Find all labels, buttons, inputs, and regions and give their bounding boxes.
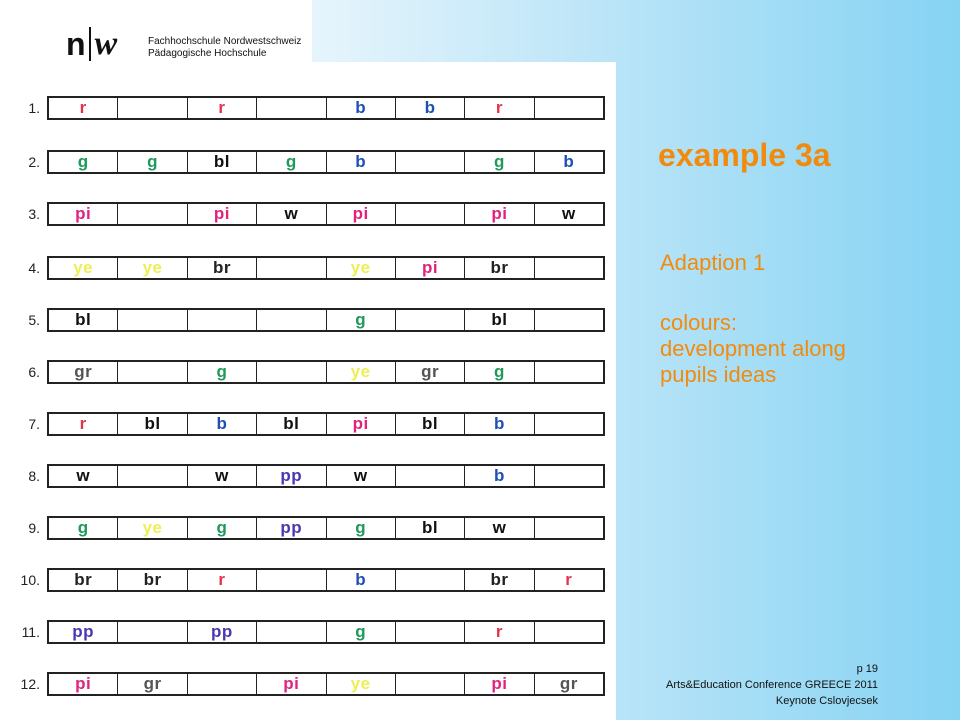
- colour-cell: pi: [396, 258, 465, 278]
- colour-cell: g: [257, 152, 326, 172]
- colour-cell: b: [327, 98, 396, 118]
- row-cells: [47, 308, 605, 332]
- colour-cell: [396, 674, 465, 694]
- colour-cell: bl: [49, 310, 118, 330]
- colour-cell: [535, 362, 603, 382]
- colour-cell: [118, 466, 187, 486]
- worksheet-row: [0, 620, 616, 650]
- colour-cell: [396, 570, 465, 590]
- colour-cell: r: [49, 98, 118, 118]
- colour-cell: br: [188, 258, 257, 278]
- colour-cell: bl: [396, 414, 465, 434]
- row-number: 2.: [28, 154, 40, 170]
- worksheet-row: [0, 672, 616, 702]
- row-number: 5.: [28, 312, 40, 328]
- header: [0, 0, 312, 62]
- colour-cell: [396, 466, 465, 486]
- colour-cell: [535, 622, 603, 642]
- colour-cell: [535, 258, 603, 278]
- colour-cell: [396, 204, 465, 224]
- colour-cell: pp: [257, 518, 326, 538]
- page-number: p 19: [856, 663, 878, 675]
- colour-cell: pp: [49, 622, 118, 642]
- colour-cell: g: [465, 362, 534, 382]
- row-cells: [47, 412, 605, 436]
- colour-cell: b: [188, 414, 257, 434]
- row-number: 12.: [20, 676, 40, 692]
- colour-cell: gr: [49, 362, 118, 382]
- colour-cell: r: [465, 622, 534, 642]
- conference-name: Arts&Education Conference GREECE 2011: [666, 679, 878, 691]
- colour-cell: g: [118, 152, 187, 172]
- colour-cell: [118, 362, 187, 382]
- colour-cell: r: [49, 414, 118, 434]
- row-number: 8.: [28, 468, 40, 484]
- colour-cell: b: [327, 152, 396, 172]
- colour-cell: [535, 518, 603, 538]
- colour-cell: bl: [118, 414, 187, 434]
- description-line-2: development along: [660, 336, 846, 361]
- colour-cell: ye: [327, 674, 396, 694]
- colour-cell: pp: [188, 622, 257, 642]
- row-cells: [47, 360, 605, 384]
- logo-separator: [89, 27, 91, 61]
- colour-cell: w: [465, 518, 534, 538]
- colour-cell: [396, 152, 465, 172]
- row-cells: [47, 256, 605, 280]
- school-name: [148, 36, 301, 60]
- colour-cell: pi: [465, 204, 534, 224]
- colour-cell: pi: [49, 204, 118, 224]
- colour-cell: [535, 466, 603, 486]
- colour-cell: gr: [396, 362, 465, 382]
- colour-cell: bl: [465, 310, 534, 330]
- row-cells: [47, 516, 605, 540]
- school-line-1: Fachhochschule Nordwestschweiz: [148, 36, 302, 47]
- colour-cell: br: [118, 570, 187, 590]
- worksheet-row: [0, 202, 616, 232]
- description-line-1: colours:: [660, 310, 738, 335]
- row-number: 1.: [28, 100, 40, 116]
- colour-cell: g: [327, 622, 396, 642]
- logo-n: n: [66, 25, 85, 62]
- worksheet-row: [0, 96, 616, 126]
- colour-cell: bl: [257, 414, 326, 434]
- colour-cell: [188, 674, 257, 694]
- colour-worksheet: [0, 62, 616, 720]
- colour-cell: [257, 310, 326, 330]
- colour-cell: pp: [257, 466, 326, 486]
- colour-cell: bl: [188, 152, 257, 172]
- colour-cell: g: [327, 310, 396, 330]
- colour-cell: ye: [118, 258, 187, 278]
- colour-cell: [257, 258, 326, 278]
- school-line-2: Pädagogische Hochschule: [148, 48, 267, 59]
- slide-title: example 3a: [658, 137, 831, 173]
- colour-cell: pi: [327, 204, 396, 224]
- colour-cell: w: [327, 466, 396, 486]
- footer: [666, 661, 878, 709]
- row-cells: [47, 464, 605, 488]
- row-cells: [47, 568, 605, 592]
- colour-cell: [257, 622, 326, 642]
- worksheet-row: [0, 568, 616, 598]
- colour-cell: gr: [118, 674, 187, 694]
- row-number: 4.: [28, 260, 40, 276]
- worksheet-row: [0, 412, 616, 442]
- row-cells: [47, 620, 605, 644]
- colour-cell: [396, 310, 465, 330]
- worksheet-row: [0, 150, 616, 180]
- colour-cell: gr: [559, 674, 578, 693]
- colour-cell: g: [188, 518, 257, 538]
- colour-cell: ye: [327, 258, 396, 278]
- colour-cell: pi: [49, 674, 118, 694]
- colour-cell: [396, 622, 465, 642]
- row-number: 11.: [21, 624, 40, 640]
- colour-cell: [118, 310, 187, 330]
- colour-cell: g: [465, 152, 534, 172]
- colour-cell: pi: [465, 674, 534, 694]
- colour-cell: [257, 98, 326, 118]
- colour-cell: b: [563, 152, 575, 171]
- colour-cell: w: [257, 204, 326, 224]
- worksheet-row: [0, 464, 616, 494]
- colour-cell: b: [396, 98, 465, 118]
- colour-cell: pi: [188, 204, 257, 224]
- row-number: 7.: [28, 416, 40, 432]
- row-cells: [47, 150, 605, 174]
- slide-subtitle: Adaption 1: [660, 250, 766, 275]
- worksheet-row: [0, 256, 616, 286]
- colour-cell: br: [465, 258, 534, 278]
- row-number: 9.: [28, 520, 40, 536]
- fhnw-logo: [66, 26, 117, 62]
- colour-cell: b: [327, 570, 396, 590]
- colour-cell: pi: [257, 674, 326, 694]
- colour-cell: w: [188, 466, 257, 486]
- colour-cell: g: [49, 152, 118, 172]
- colour-cell: [535, 98, 603, 118]
- worksheet-row: [0, 516, 616, 546]
- colour-cell: [535, 414, 603, 434]
- colour-cell: b: [465, 414, 534, 434]
- row-cells: [47, 202, 605, 226]
- colour-cell: [118, 98, 187, 118]
- colour-cell: b: [465, 466, 534, 486]
- colour-cell: r: [565, 570, 573, 589]
- colour-cell: [257, 362, 326, 382]
- colour-cell: ye: [327, 362, 396, 382]
- worksheet-row: [0, 360, 616, 390]
- row-number: 6.: [28, 364, 40, 380]
- colour-cell: g: [188, 362, 257, 382]
- colour-cell: ye: [49, 258, 118, 278]
- colour-cell: r: [188, 570, 257, 590]
- colour-cell: g: [49, 518, 118, 538]
- colour-cell: [257, 570, 326, 590]
- colour-cell: br: [465, 570, 534, 590]
- colour-cell: pi: [327, 414, 396, 434]
- colour-cell: r: [188, 98, 257, 118]
- colour-cell: w: [561, 204, 576, 223]
- colour-cell: [118, 204, 187, 224]
- colour-cell: [535, 310, 603, 330]
- colour-cell: r: [465, 98, 534, 118]
- colour-cell: [188, 310, 257, 330]
- row-cells: [47, 96, 605, 120]
- description-line-3: pupils ideas: [660, 362, 777, 387]
- colour-cell: [118, 622, 187, 642]
- colour-cell: ye: [118, 518, 187, 538]
- colour-cell: w: [49, 466, 118, 486]
- colour-cell: bl: [396, 518, 465, 538]
- colour-cell: br: [49, 570, 118, 590]
- slide-description: [660, 310, 920, 388]
- row-number: 3.: [28, 206, 40, 222]
- row-number: 10.: [20, 572, 40, 588]
- colour-cell: g: [327, 518, 396, 538]
- worksheet-row: [0, 308, 616, 338]
- row-cells: [47, 672, 605, 696]
- logo-w: w: [94, 25, 118, 62]
- keynote-speaker: Keynote Cslovjecsek: [775, 695, 878, 707]
